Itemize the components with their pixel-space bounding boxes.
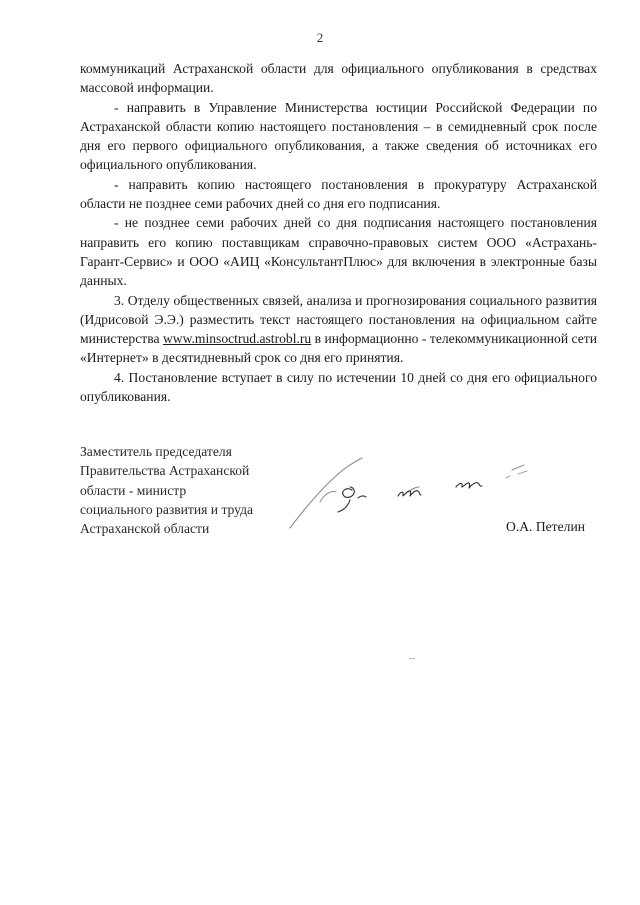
signer-title-line: Астраханской области [80, 521, 210, 537]
document-body [80, 59, 597, 406]
paragraph-ministry-of-justice: - направить в Управление Министерства юстиции Российской Федерации по Астраханской области копию настоящего постановления – в семидневный срок после дня его первого официального опубликования, а также сведения об источниках его официального опубликования. [80, 99, 597, 173]
ministry-website-link[interactable]: www.minsoctrud.astrobl.ru [162, 331, 312, 347]
signer-name: О.А. Петелин [506, 519, 585, 534]
scan-speck [409, 658, 415, 659]
page-number: 2 [316, 30, 324, 45]
signer-title-line: Заместитель председателя [80, 444, 232, 459]
paragraph-prosecutor: - направить копию настоящего постановления в прокуратуру Астраханской области не позднее семи рабочих дней со дня его подписания. [80, 176, 597, 212]
signer-title-line: социального развития и труда [80, 501, 254, 517]
paragraph-item-3 [80, 291, 597, 368]
paragraph-continuation: коммуникаций Астраханской области для официального опубликования в средствах массовой информации. [80, 61, 597, 96]
paragraph-item-4: 4. Постановление вступает в силу по истечении 10 дней со дня его официального опубликования. [80, 369, 597, 405]
paragraph-legal-systems: - не позднее семи рабочих дней со дня подписания настоящего постановления направить его копию поставщикам справочно-правовых систем ООО «Астрахань-Гарант-Сервис» и ООО «АИЦ «КонсультантПлюс» для включения в электронные базы данных. [80, 215, 597, 289]
signer-title-line: Правительства Астраханской [80, 463, 250, 479]
signer-title [80, 442, 310, 538]
paragraph-item-3-text: 3. Отделу общественных связей, анализа и прогнозирования социального развития (Идрисовой Э.Э.) разместить текст настоящего постановления на официальном сайте министерства [80, 292, 597, 347]
signer-title-line: области - министр [80, 482, 187, 498]
handwritten-signature [280, 440, 540, 540]
paragraph-item-3-text-end: в информационно - телекоммуникационной сети «Интернет» в десятидневный срок со дня его принятия. [80, 331, 597, 366]
